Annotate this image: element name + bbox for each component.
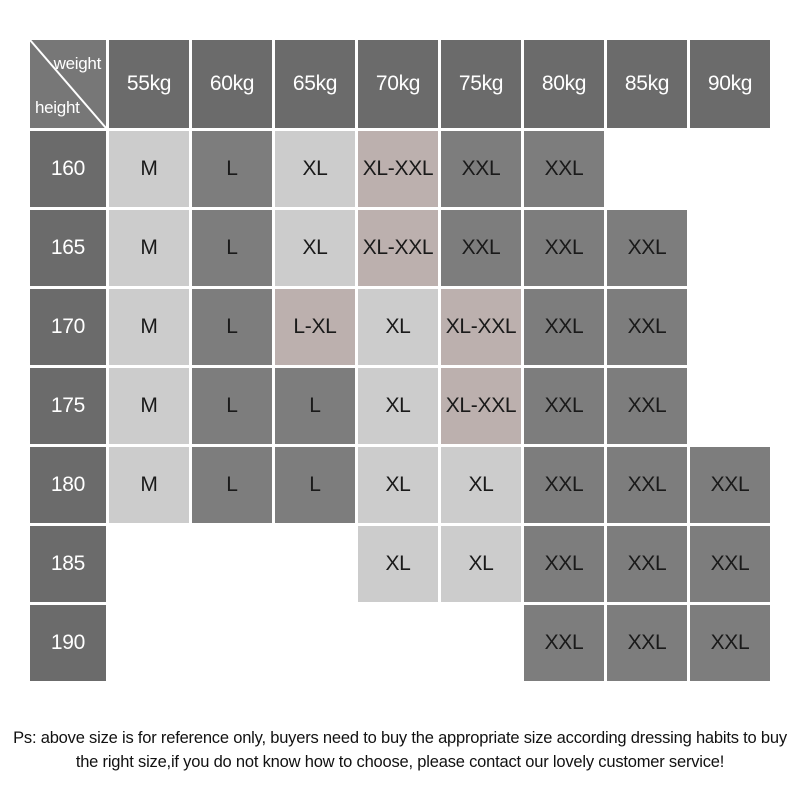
size-cell: XL [358,526,438,602]
size-cell: XXL [690,447,770,523]
size-cell: L [192,447,272,523]
size-cell [192,605,272,681]
size-cell: L [192,289,272,365]
size-cell: XXL [607,605,687,681]
size-cell: M [109,210,189,286]
weight-header-cell: 75kg [441,40,521,128]
size-cell: XL [275,210,355,286]
size-cell: L-XL [275,289,355,365]
size-cell: XXL [441,131,521,207]
size-cell [690,210,770,286]
size-cell: XL-XXL [358,131,438,207]
size-cell: XL [441,526,521,602]
height-header-cell: 175 [30,368,106,444]
size-chart-table [30,40,770,681]
size-cell: XXL [524,210,604,286]
size-cell: L [275,447,355,523]
size-cell: M [109,289,189,365]
weight-header-cell: 80kg [524,40,604,128]
size-cell: XXL [524,605,604,681]
size-cell [275,526,355,602]
size-cell [358,605,438,681]
size-cell: M [109,368,189,444]
height-axis-label: height [35,98,80,117]
size-cell: M [109,131,189,207]
height-header-cell: 165 [30,210,106,286]
weight-header-cell: 55kg [109,40,189,128]
size-cell [109,526,189,602]
weight-header-cell: 70kg [358,40,438,128]
height-header-cell: 185 [30,526,106,602]
size-cell: XXL [524,131,604,207]
size-cell: XXL [690,526,770,602]
size-cell: XL [441,447,521,523]
size-cell: XL [275,131,355,207]
corner-header-cell [30,40,106,128]
size-cell: XXL [524,289,604,365]
size-cell: M [109,447,189,523]
size-cell: L [275,368,355,444]
size-cell: XXL [607,447,687,523]
size-cell: XL [358,368,438,444]
size-cell: XL-XXL [358,210,438,286]
size-cell: XXL [607,210,687,286]
size-cell: XXL [524,447,604,523]
size-cell: XXL [607,289,687,365]
size-cell: XL [358,289,438,365]
size-cell [275,605,355,681]
height-header-cell: 190 [30,605,106,681]
size-cell: XL-XXL [441,289,521,365]
size-cell [690,131,770,207]
size-cell: XL [358,447,438,523]
height-header-cell: 160 [30,131,106,207]
size-cell: L [192,210,272,286]
size-cell: XXL [524,368,604,444]
size-cell [192,526,272,602]
size-cell: XXL [690,605,770,681]
size-cell [607,131,687,207]
weight-header-cell: 60kg [192,40,272,128]
size-cell [109,605,189,681]
weight-header-cell: 65kg [275,40,355,128]
size-cell: XXL [607,368,687,444]
size-cell: L [192,131,272,207]
weight-axis-label: weight [53,54,101,73]
size-cell [690,368,770,444]
size-cell: XXL [441,210,521,286]
size-cell: XXL [524,526,604,602]
size-cell [441,605,521,681]
height-header-cell: 180 [30,447,106,523]
size-disclaimer-note: Ps: above size is for reference only, buyers need to buy the appropriate size according dressing habits to buy the right size,if you do not know how to choose, please contact our lovely customer service! [13,729,787,771]
size-cell: L [192,368,272,444]
height-header-cell: 170 [30,289,106,365]
size-cell: XXL [607,526,687,602]
weight-header-cell: 85kg [607,40,687,128]
weight-header-cell: 90kg [690,40,770,128]
size-cell: XL-XXL [441,368,521,444]
size-cell [690,289,770,365]
